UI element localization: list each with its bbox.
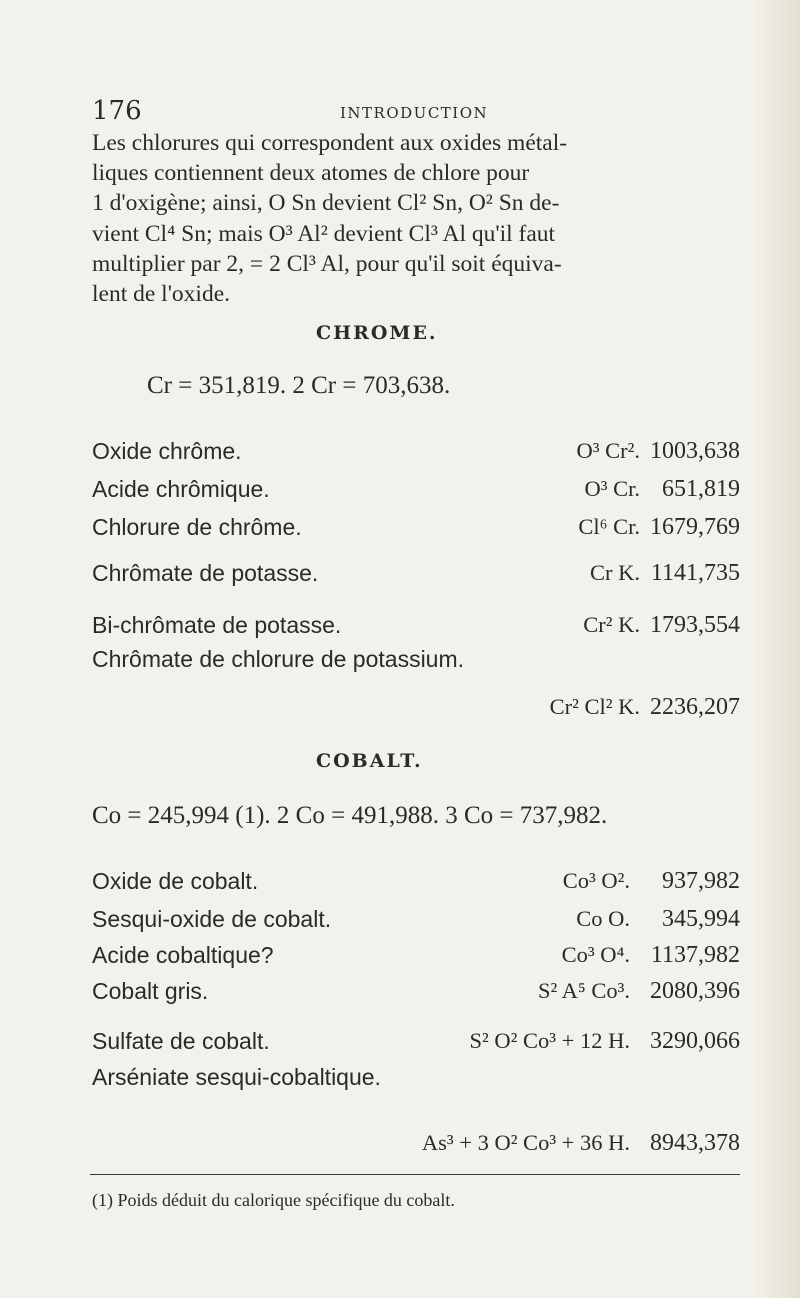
cobalt-row-formula: Co³ O⁴. — [561, 942, 630, 967]
cobalt-row-name: Sulfate de cobalt. — [92, 1028, 270, 1054]
intro-line: 1 d'oxigène; ainsi, O Sn devient Cl² Sn, O² Sn de- — [92, 190, 560, 217]
chrome-row-value: 2236,207 — [650, 694, 740, 720]
chrome-row-formula: O³ Cr². — [576, 438, 640, 463]
cobalt-row-name: Oxide de cobalt. — [92, 868, 259, 894]
intro-line: Les chlorures qui correspondent aux oxides métal- — [92, 130, 568, 156]
chrome-row-name: Bi-chrômate de potasse. — [92, 612, 342, 638]
running-head: INTRODUCTION — [340, 104, 489, 122]
footnote: (1) Poids déduit du calorique spécifique du cobalt. — [92, 1190, 455, 1210]
cobalt-row-value: 8943,378 — [650, 1130, 740, 1156]
cobalt-row-value: 937,982 — [662, 868, 740, 894]
cobalt-row-formula: S² A⁵ Co³. — [538, 978, 630, 1003]
chrome-row-name: Chrômate de chlorure de potassium. — [92, 646, 465, 672]
cobalt-row-value: 1137,982 — [650, 942, 740, 968]
chrome-row-name: Chrômate de potasse. — [92, 560, 319, 586]
intro-paragraph — [92, 128, 742, 309]
cobalt-row-value: 345,994 — [662, 906, 740, 932]
cobalt-row-formula: Co O. — [576, 906, 630, 931]
section-heading-cobalt: COBALT. — [316, 750, 423, 772]
cobalt-row-formula: As³ + 3 O² Co³ + 36 H. — [421, 1130, 630, 1155]
chrome-row-value: 651,819 — [662, 476, 740, 502]
chrome-row-name: Oxide chrôme. — [92, 438, 242, 464]
chrome-row-value: 1679,769 — [650, 514, 740, 540]
section-heading-chrome: CHROME. — [316, 322, 438, 344]
chrome-row-formula: Cr² K. — [583, 612, 640, 637]
intro-line: vient Cl⁴ Sn; mais O³ Al² devient Cl³ Al qu'il faut — [92, 220, 556, 247]
chrome-row-value: 1141,735 — [650, 560, 740, 586]
intro-line: lent de l'oxide. — [92, 281, 231, 308]
footnote-rule — [90, 1174, 740, 1175]
page-number: 176 — [92, 96, 142, 126]
cobalt-row-value: 2080,396 — [650, 978, 740, 1004]
chrome-row-name: Acide chrômique. — [92, 476, 270, 502]
chrome-row-formula: O³ Cr. — [584, 476, 640, 501]
cobalt-row-name: Sesqui-oxide de cobalt. — [92, 906, 332, 932]
chrome-row-value: 1003,638 — [650, 438, 740, 464]
cobalt-row-formula: S² O² Co³ + 12 H. — [469, 1028, 630, 1053]
chrome-row-formula: Cr K. — [590, 560, 640, 585]
page-edge-shadow — [752, 0, 800, 1298]
cobalt-row-name: Acide cobaltique? — [92, 942, 274, 968]
chrome-row-formula: Cl⁶ Cr. — [578, 514, 640, 539]
intro-line: liques contiennent deux atomes de chlore pour — [92, 160, 530, 187]
cobalt-row-value: 3290,066 — [650, 1028, 740, 1054]
chrome-row-name: Chlorure de chrôme. — [92, 514, 302, 540]
cobalt-row-name: Arséniate sesqui-cobaltique. — [92, 1064, 381, 1090]
cobalt-atomic-weight: Co = 245,994 (1). 2 Co = 491,988. 3 Co = 737,982. — [92, 802, 608, 829]
chrome-atomic-weight: Cr = 351,819. 2 Cr = 703,638. — [147, 372, 451, 399]
intro-line: multiplier par 2, = 2 Cl³ Al, pour qu'il soit équiva- — [92, 250, 562, 277]
cobalt-row-formula: Co³ O². — [562, 868, 630, 893]
cobalt-row-name: Cobalt gris. — [92, 978, 209, 1004]
chrome-row-value: 1793,554 — [650, 612, 740, 638]
chrome-row-formula: Cr² Cl² K. — [549, 694, 640, 719]
